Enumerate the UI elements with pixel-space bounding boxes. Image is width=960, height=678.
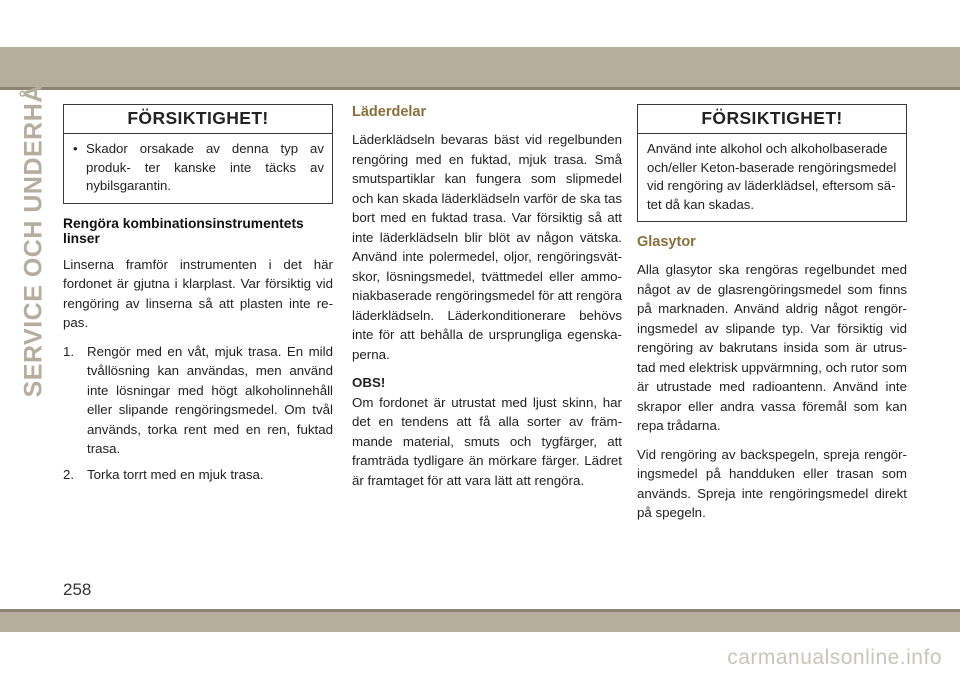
list-item xyxy=(63,465,333,485)
paragraph: Linserna framför instrumenten i det här fordonet är gjutna i klarplast. Var försiktig vid rengöring av linserna så att plasten inte re- pas. xyxy=(63,256,333,330)
paragraph: Läderklädseln bevaras bäst vid regelbunden rengöring med en fuktad, mjuk trasa. Små smutspartiklar kan fungera som slipmedel och kan skada läderklädseln varför de ska tas bort med en fuktad trasa. Var försiktig så att inte läderklädseln blir blöt av någon vätska. Använd inte polermedel, oljor, rengöringsvät- skor, lösningsmedel, tvättmedel eller ammo- niakbaserade rengöringsmedel för att rengöra läderklädseln. Läderkonditionerare behövs inte för att behålla de ursprungliga egenska- perna. xyxy=(352,132,622,362)
watermark: carmanualsonline.info xyxy=(727,646,942,669)
caution-body: Använd inte alkohol och alkoholbaserade och/eller Keton-baserade rengöringsmedel vid rengöring av läderklädsel, eftersom sä- tet då kan skadas. xyxy=(647,141,897,212)
list-item xyxy=(63,342,333,459)
note-text: Om fordonet är utrustat med ljust skinn, har det en tendens att få alla sorter av främ- mande material, smuts och tygfärger, att framträda tydligare än mörkare färger. Lädret är framtaget för att vara lätt att rengöra. xyxy=(352,394,622,488)
column-2 xyxy=(352,104,622,499)
section-heading: Rengöra kombinationsinstrumentets linser xyxy=(63,215,304,246)
bullet-icon: • xyxy=(73,141,78,156)
step-number: 2. xyxy=(63,466,75,482)
section-heading: Glasytor xyxy=(637,234,696,250)
caution-title: FÖRSIKTIGHET! xyxy=(64,105,332,134)
section-heading: Läderdelar xyxy=(352,104,427,120)
column-3 xyxy=(637,104,907,532)
paragraph: Alla glasytor ska rengöras regelbundet med något av de glasrengöringsmedel som finns på marknaden. Använd aldrig något rengör- ingsmedel av slipande typ. Var försiktig vid rengöring av bakrutans insida som är utrus- tad med elektrisk uppvärmning, och rutor som är utrustade med radioantenn. Använd inte skrapor eller andra vassa föremål som kan repa trådarna. xyxy=(637,262,907,433)
caution-box xyxy=(637,104,907,222)
steps-list xyxy=(63,342,333,485)
caution-bullet xyxy=(73,140,324,196)
footer-band xyxy=(0,612,960,632)
step-text: Rengör med en våt, mjuk trasa. En mild tvållösning kan användas, men använd inte lösningar med högt alkoholinnehåll eller slipande rengöringsmedel. Om tvål används, torka rent med en ren, fuktad trasa. xyxy=(87,343,333,456)
step-number: 1. xyxy=(63,343,75,359)
section-side-label xyxy=(16,52,52,398)
note-paragraph xyxy=(352,373,622,490)
caution-box xyxy=(63,104,333,204)
caution-title: FÖRSIKTIGHET! xyxy=(638,105,906,134)
header-rule xyxy=(0,87,960,90)
paragraph: Vid rengöring av backspegeln, spreja rengör- ingsmedel på handduken eller trasan som används. Spreja inte rengöringsmedel direkt på spegeln. xyxy=(637,446,907,520)
caution-body xyxy=(64,134,332,203)
header-band xyxy=(0,47,960,87)
note-label: OBS! xyxy=(352,375,386,390)
caution-bullet-text: Skador orsakade av denna typ av produk- ter kanske inte täcks av nybilsgarantin. xyxy=(86,141,324,193)
section-side-label-text: SERVICE OCH UNDERHÅLL xyxy=(19,52,48,398)
column-1 xyxy=(63,104,333,490)
page-number: 258 xyxy=(63,580,92,599)
step-text: Torka torrt med en mjuk trasa. xyxy=(87,466,264,482)
